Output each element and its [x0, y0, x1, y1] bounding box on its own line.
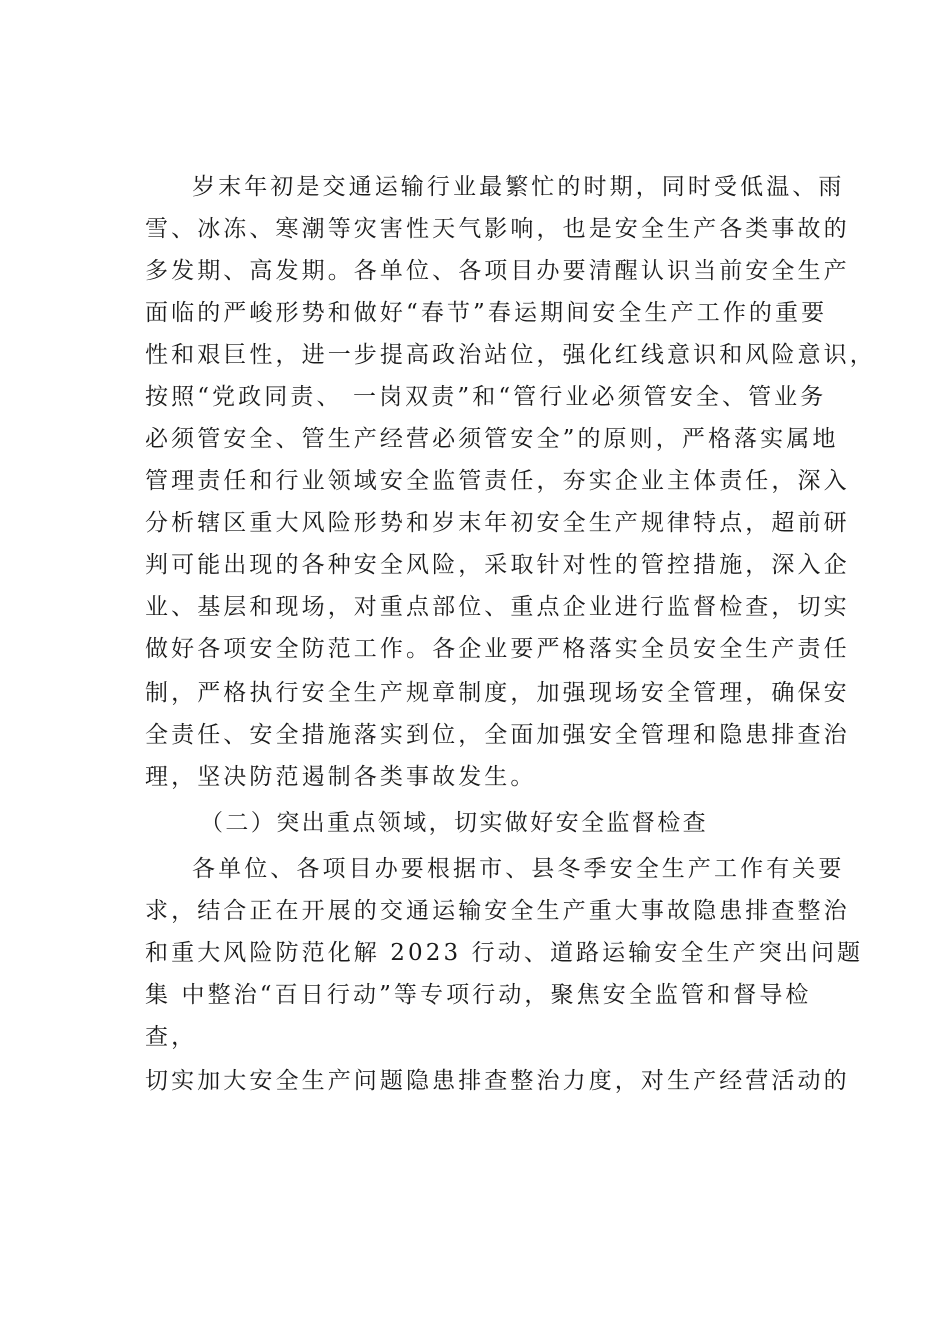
- paragraph-line: 和重大风险防范化解 2023 行动、道路运输安全生产突出问题: [145, 940, 864, 966]
- paragraph-line: 性和艰巨性，进一步提高政治站位，强化红线意识和风险意识，: [145, 342, 876, 368]
- paragraph-line: 必须管安全、管生产经营必须管安全”的原则，严格落实属地: [145, 426, 839, 452]
- paragraph-line: 岁末年初是交通运输行业最繁忙的时期，同时受低温、雨: [192, 174, 845, 200]
- paragraph-line: 分析辖区重大风险形势和岁末年初安全生产规律特点，超前研: [145, 510, 850, 536]
- paragraph-line: 业、基层和现场，对重点部位、重点企业进行监督检查，切实: [145, 594, 850, 620]
- paragraph-line: 面临的严峻形势和做好“春节”春运期间安全生产工作的重要: [145, 300, 828, 326]
- paragraph-line: 各单位、各项目办要根据市、县冬季安全生产工作有关要: [192, 856, 845, 882]
- paragraph-line: 求，结合正在开展的交通运输安全生产重大事故隐患排查整治: [145, 898, 850, 924]
- paragraph-line: 做好各项安全防范工作。各企业要严格落实全员安全生产责任: [145, 636, 850, 662]
- paragraph-line: 制，严格执行安全生产规章制度，加强现场安全管理，确保安: [145, 680, 850, 706]
- paragraph-line: 理，坚决防范遏制各类事故发生。: [145, 764, 537, 790]
- paragraph-line: 查，: [145, 1024, 198, 1050]
- paragraph-line: 雪、冰冻、寒潮等灾害性天气影响，也是安全生产各类事故的: [145, 216, 850, 242]
- paragraph-line: 管理责任和行业领域安全监管责任，夯实企业主体责任，深入: [145, 468, 850, 494]
- paragraph-line: 按照“党政同责、 一岗双责”和“管行业必须管安全、管业务: [145, 384, 827, 410]
- paragraph-line: 多发期、高发期。各单位、各项目办要清醒认识当前安全生产: [145, 258, 850, 284]
- paragraph-line: 集 中整治“百日行动”等专项行动，聚焦安全监管和督导检: [145, 982, 812, 1008]
- section-heading: （二）突出重点领域，切实做好安全监督检查: [200, 810, 708, 836]
- paragraph-line: 全责任、安全措施落实到位，全面加强安全管理和隐患排查治: [145, 722, 850, 748]
- paragraph-line: 切实加大安全生产问题隐患排查整治力度，对生产经营活动的: [145, 1068, 850, 1094]
- paragraph-line: 判可能出现的各种安全风险，采取针对性的管控措施，深入企: [145, 552, 850, 578]
